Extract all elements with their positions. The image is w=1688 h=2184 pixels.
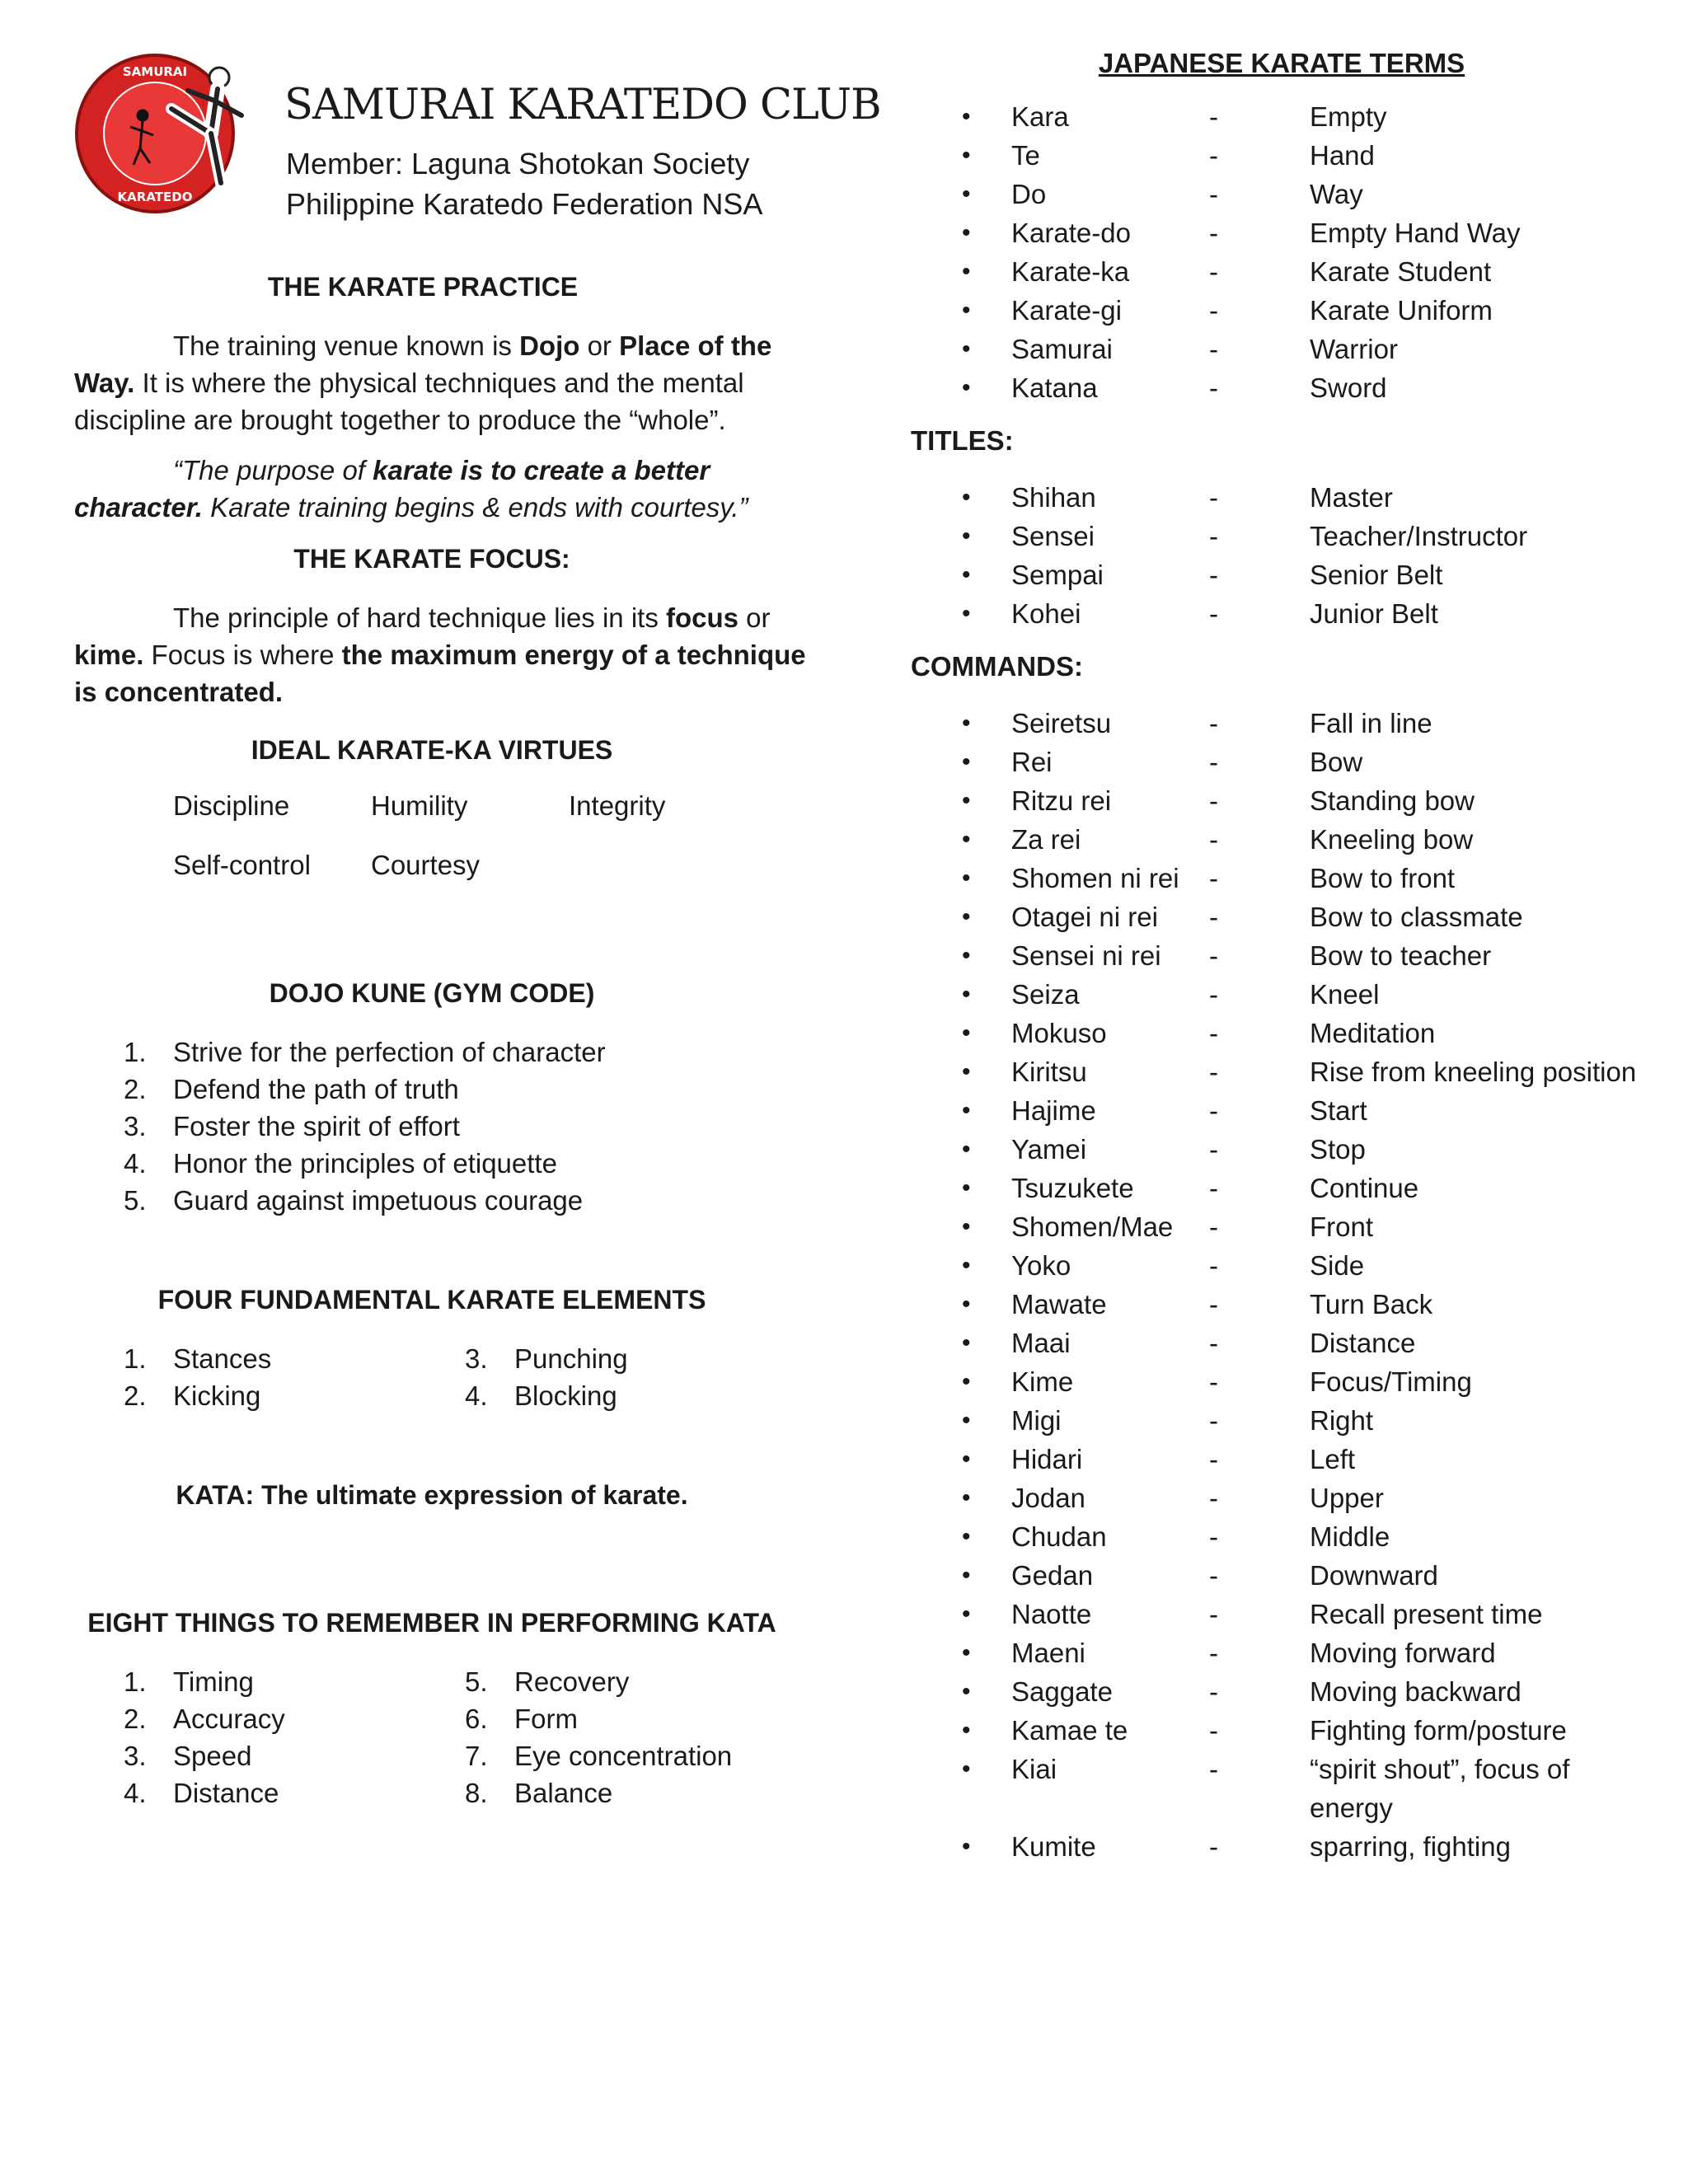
term-japanese: Kara [1011,101,1069,132]
bullet-icon: • [962,1291,971,1318]
term-row [911,1440,1669,1479]
term-english: Bow [1310,747,1363,777]
term-row [911,368,1669,407]
virtue-item: Integrity [569,790,666,821]
list-item: 8. Balance [465,1778,613,1808]
term-japanese: Saggate [1011,1676,1113,1707]
list-item: 1. Timing [124,1666,254,1697]
bullet-icon: • [962,942,971,969]
term-row [911,1711,1669,1750]
term-english: Recall present time [1310,1599,1543,1629]
term-row [911,1750,1669,1827]
term-row [911,859,1669,898]
term-dash: - [1209,1289,1218,1319]
commands-label: COMMANDS: [911,651,1083,682]
term-row [911,1479,1669,1517]
left-column [74,272,808,1811]
bullet-icon: • [962,1136,971,1163]
bullet-icon: • [962,297,971,324]
term-english: Warrior [1310,334,1398,364]
term-english: Fall in line [1310,708,1432,738]
term-dash: - [1209,940,1218,971]
term-english: Start [1310,1095,1367,1126]
dojo-kune-list [74,1033,808,1219]
term-japanese: Maai [1011,1328,1071,1358]
term-japanese: Karate-gi [1011,295,1122,326]
practice-heading: THE KARATE PRACTICE [267,272,579,302]
bullet-icon: • [962,1484,971,1511]
virtue-item: Courtesy [371,850,481,880]
term-english: Turn Back [1310,1289,1433,1319]
term-dash: - [1209,1250,1218,1281]
term-japanese: Kiritsu [1011,1057,1087,1087]
term-dash: - [1209,1212,1218,1242]
bullet-icon: • [962,180,971,208]
bullet-icon: • [962,1678,971,1705]
term-dash: - [1209,1599,1218,1629]
term-japanese: Mokuso [1011,1018,1107,1048]
right-column [911,48,1669,1866]
term-row [911,1052,1669,1091]
term-english: Continue [1310,1173,1419,1203]
term-english: Empty [1310,101,1387,132]
term-japanese: Kime [1011,1366,1074,1397]
list-item: 2. Accuracy [124,1704,285,1734]
bullet-icon: • [962,710,971,737]
bullet-icon: • [962,600,971,627]
term-english: Kneeling bow [1310,824,1474,855]
term-english: Standing bow [1310,785,1475,816]
term-dash: - [1209,598,1218,629]
term-japanese: Tsuzukete [1011,1173,1134,1203]
term-japanese: Maeni [1011,1638,1085,1668]
term-english: Rise from kneeling position [1310,1057,1637,1087]
bullet-icon: • [962,1097,971,1124]
bullet-icon: • [962,484,971,511]
term-dash: - [1209,1560,1218,1591]
term-japanese: Jodan [1011,1483,1085,1513]
term-english: Sword [1310,373,1387,403]
term-row [911,1827,1669,1866]
term-japanese: Rei [1011,747,1053,777]
term-dash: - [1209,1095,1218,1126]
bullet-icon: • [962,561,971,588]
term-english: Hand [1310,140,1375,171]
club-logo [73,51,269,216]
term-dash: - [1209,979,1218,1010]
virtue-item: Discipline [173,790,290,821]
bullet-icon: • [962,1717,971,1744]
term-japanese: Kumite [1011,1831,1096,1862]
term-dash: - [1209,560,1218,590]
term-japanese: Do [1011,179,1047,209]
term-dash: - [1209,1831,1218,1862]
term-row [911,1517,1669,1556]
titles-label: TITLES: [911,425,1014,456]
term-japanese: Seiretsu [1011,708,1112,738]
term-dash: - [1209,824,1218,855]
term-japanese: Yoko [1011,1250,1071,1281]
term-row [911,136,1669,175]
term-english: Left [1310,1444,1356,1474]
term-japanese: Shomen ni rei [1011,863,1179,893]
term-row [911,517,1669,555]
term-dash: - [1209,179,1218,209]
term-japanese: Hajime [1011,1095,1096,1126]
list-item: 2. Defend the path of truth [124,1074,459,1104]
list-item: 5. Guard against impetuous courage [124,1185,584,1216]
bullet-icon: • [962,1058,971,1085]
term-row [911,213,1669,252]
list-item: 4. Honor the principles of etiquette [124,1148,557,1179]
bullet-icon: • [962,219,971,246]
term-japanese: Karate-do [1011,218,1131,248]
term-english: Teacher/Instructor [1310,521,1528,551]
term-row [911,781,1669,820]
term-dash: - [1209,1057,1218,1087]
list-item: 4. Blocking [465,1380,617,1411]
bullet-icon: • [962,1019,971,1047]
member-line-1: Member: Laguna Shotokan Society [286,147,750,180]
term-row [911,291,1669,330]
term-dash: - [1209,521,1218,551]
term-japanese: Seiza [1011,979,1080,1010]
term-row [911,1595,1669,1633]
term-row [911,936,1669,975]
term-dash: - [1209,1018,1218,1048]
term-japanese: Sensei [1011,521,1095,551]
term-english: Bow to teacher [1310,940,1492,971]
terms-heading: JAPANESE KARATE TERMS [1098,48,1465,78]
term-row [911,555,1669,594]
membership-info [286,143,762,224]
term-english: “spirit shout”, focus of energy [1310,1754,1570,1823]
term-dash: - [1209,708,1218,738]
term-japanese: Hidari [1011,1444,1083,1474]
term-row [911,1556,1669,1595]
term-row [911,743,1669,781]
term-english: Distance [1310,1328,1416,1358]
focus-paragraph: The principle of hard technique lies in its focus or kime. Focus is where the maximum energy of a technique is concentrated. [74,602,806,707]
term-row [911,898,1669,936]
term-dash: - [1209,1638,1218,1668]
term-japanese: Gedan [1011,1560,1094,1591]
term-row [911,252,1669,291]
term-english: Meditation [1310,1018,1436,1048]
term-row [911,1633,1669,1672]
bullet-icon: • [962,865,971,892]
term-english: Bow to classmate [1310,902,1523,932]
list-item: 3. Speed [124,1741,252,1771]
term-row [911,1207,1669,1246]
bullet-icon: • [962,1174,971,1202]
term-dash: - [1209,747,1218,777]
term-japanese: Karate-ka [1011,256,1130,287]
term-english: Master [1310,482,1393,513]
term-dash: - [1209,785,1218,816]
kata-statement: KATA: The ultimate expression of karate. [176,1480,688,1510]
term-english: Downward [1310,1560,1438,1591]
term-english: Middle [1310,1521,1390,1552]
term-english: Bow to front [1310,863,1456,893]
bullet-icon: • [962,1446,971,1473]
virtues-list [173,790,808,881]
term-row [911,1169,1669,1207]
term-row [911,478,1669,517]
term-english: Right [1310,1405,1374,1436]
kata-heading: EIGHT THINGS TO REMEMBER IN PERFORMING KATA [87,1608,776,1638]
commands-list [911,704,1669,1866]
term-dash: - [1209,1715,1218,1746]
term-dash: - [1209,902,1218,932]
dojo-kune-heading: DOJO KUNE (GYM CODE) [269,978,595,1008]
list-item: 6. Form [465,1704,578,1734]
term-english: Moving backward [1310,1676,1522,1707]
term-english: Junior Belt [1310,598,1438,629]
virtues-heading: IDEAL KARATE-KA VIRTUES [251,735,613,765]
term-english: Stop [1310,1134,1366,1165]
term-dash: - [1209,1521,1218,1552]
term-english: Way [1310,179,1363,209]
term-dash: - [1209,140,1218,171]
term-japanese: Za rei [1011,824,1081,855]
term-english: Karate Student [1310,256,1492,287]
term-japanese: Shomen/Mae [1011,1212,1174,1242]
term-japanese: Naotte [1011,1599,1092,1629]
term-dash: - [1209,1328,1218,1358]
bullet-icon: • [962,1407,971,1434]
bullet-icon: • [962,374,971,401]
term-japanese: Kohei [1011,598,1081,629]
practice-paragraph: The training venue known is Dojo or Place of the Way. It is where the physical techniques and the mental discipline are brought together to produce the “whole”. [74,330,772,435]
term-row [911,1246,1669,1285]
term-japanese: Chudan [1011,1521,1107,1552]
bullet-icon: • [962,1601,971,1628]
term-japanese: Katana [1011,373,1098,403]
bullet-icon: • [962,1368,971,1395]
bullet-icon: • [962,1833,971,1860]
bullet-icon: • [962,748,971,776]
term-dash: - [1209,295,1218,326]
term-row [911,330,1669,368]
bullet-icon: • [962,787,971,814]
term-dash: - [1209,101,1218,132]
list-item: 1. Stances [124,1343,272,1374]
term-japanese: Mawate [1011,1289,1107,1319]
term-japanese: Samurai [1011,334,1113,364]
virtue-item: Humility [371,790,468,821]
bullet-icon: • [962,1252,971,1279]
term-row [911,1091,1669,1130]
term-dash: - [1209,1134,1218,1165]
term-row [911,1014,1669,1052]
basic-terms-list [911,97,1669,407]
bullet-icon: • [962,1639,971,1666]
bullet-icon: • [962,142,971,169]
term-row [911,1672,1669,1711]
svg-text:KARATEDO: KARATEDO [117,190,193,204]
term-row [911,594,1669,633]
term-english: Side [1310,1250,1365,1281]
term-row [911,97,1669,136]
titles-list [911,478,1669,633]
term-japanese: Sempai [1011,560,1104,590]
term-english: Empty Hand Way [1310,218,1521,248]
term-dash: - [1209,334,1218,364]
elements-list [74,1340,808,1414]
term-row [911,1401,1669,1440]
club-name: SAMURAI KARATEDO CLUB [284,81,881,129]
term-dash: - [1209,256,1218,287]
term-japanese: Kamae te [1011,1715,1128,1746]
term-dash: - [1209,1483,1218,1513]
term-english: Karate Uniform [1310,295,1493,326]
term-japanese: Kiai [1011,1754,1057,1784]
elements-heading: FOUR FUNDAMENTAL KARATE ELEMENTS [157,1285,706,1315]
term-dash: - [1209,1173,1218,1203]
term-english: Focus/Timing [1310,1366,1472,1397]
bullet-icon: • [962,903,971,930]
term-row [911,1324,1669,1362]
purpose-quote: “The purpose of karate is to create a better character. Karate training begins & ends with courtesy.” [74,455,748,523]
bullet-icon: • [962,1755,971,1783]
term-english: Senior Belt [1310,560,1443,590]
term-english: Fighting form/posture [1310,1715,1567,1746]
term-row [911,1362,1669,1401]
list-item: 2. Kicking [124,1380,261,1411]
bullet-icon: • [962,826,971,853]
bullet-icon: • [962,1329,971,1357]
term-english: sparring, fighting [1310,1831,1511,1862]
term-dash: - [1209,1444,1218,1474]
bullet-icon: • [962,1562,971,1589]
bullet-icon: • [962,258,971,285]
virtue-item: Self-control [173,850,311,880]
term-japanese: Otagei ni rei [1011,902,1158,932]
list-item: 3. Punching [465,1343,628,1374]
bullet-icon: • [962,1523,971,1550]
term-row [911,704,1669,743]
term-english: Moving forward [1310,1638,1496,1668]
kata-list [74,1663,808,1811]
bullet-icon: • [962,103,971,130]
term-japanese: Te [1011,140,1040,171]
term-japanese: Migi [1011,1405,1062,1436]
term-row [911,1130,1669,1169]
term-english: Upper [1310,1483,1384,1513]
bullet-icon: • [962,335,971,363]
term-dash: - [1209,863,1218,893]
term-row [911,975,1669,1014]
member-line-2: Philippine Karatedo Federation NSA [286,187,763,221]
term-japanese: Ritzu rei [1011,785,1112,816]
term-row [911,820,1669,859]
term-row [911,1285,1669,1324]
list-item: 3. Foster the spirit of effort [124,1111,460,1141]
term-dash: - [1209,1754,1218,1784]
term-dash: - [1209,482,1218,513]
list-item: 4. Distance [124,1778,279,1808]
svg-text:SAMURAI: SAMURAI [122,64,188,79]
list-item: 7. Eye concentration [465,1741,733,1771]
list-item: 1. Strive for the perfection of character [124,1037,606,1067]
term-row [911,175,1669,213]
term-dash: - [1209,218,1218,248]
term-dash: - [1209,373,1218,403]
term-dash: - [1209,1405,1218,1436]
focus-heading: THE KARATE FOCUS: [293,544,570,574]
bullet-icon: • [962,1213,971,1240]
list-item: 5. Recovery [465,1666,630,1697]
term-japanese: Shihan [1011,482,1096,513]
bullet-icon: • [962,523,971,550]
term-japanese: Sensei ni rei [1011,940,1161,971]
term-english: Front [1310,1212,1374,1242]
term-dash: - [1209,1366,1218,1397]
term-japanese: Yamei [1011,1134,1087,1165]
term-dash: - [1209,1676,1218,1707]
term-english: Kneel [1310,979,1380,1010]
bullet-icon: • [962,981,971,1008]
